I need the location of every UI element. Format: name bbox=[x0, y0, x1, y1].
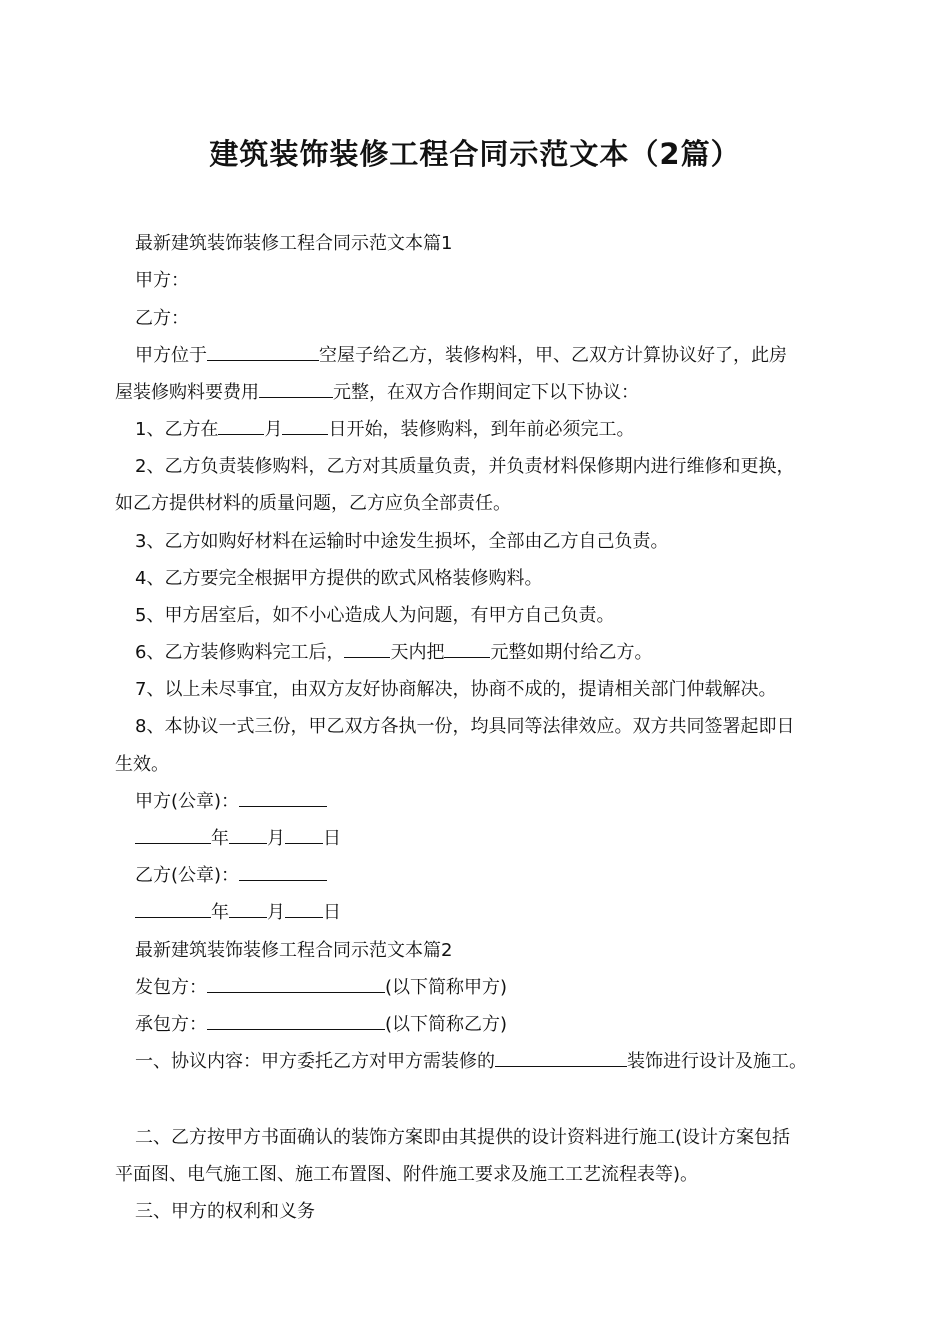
day-blank bbox=[282, 417, 328, 435]
year-label: 年 bbox=[211, 902, 229, 923]
day-blank bbox=[285, 826, 323, 844]
date-party-b bbox=[135, 898, 870, 924]
contractor-out-note: (以下简称甲方) bbox=[385, 977, 508, 998]
seal-b-blank bbox=[239, 863, 327, 881]
year-blank bbox=[135, 900, 211, 918]
item-4: 4、乙方要完全根据甲方提供的欧式风格装修购料。 bbox=[135, 568, 543, 589]
intro-line-1 bbox=[135, 341, 870, 367]
clause-2-line-1: 二、乙方按甲方书面确认的装饰方案即由其提供的设计资料进行施工(设计方案包括 bbox=[135, 1127, 791, 1148]
item-1-text-b: 月 bbox=[264, 419, 283, 440]
item-3: 3、乙方如购好材料在运输时中途发生损坏，全部由乙方自己负责。 bbox=[135, 531, 669, 552]
month-blank bbox=[229, 826, 267, 844]
clause-1-text-a: 一、协议内容：甲方委托乙方对甲方需装修的 bbox=[135, 1051, 495, 1072]
contractor-out-label: 发包方： bbox=[135, 977, 207, 998]
item-8-line-2: 生效。 bbox=[115, 754, 169, 775]
intro-text-3: 屋装修购料要费用 bbox=[115, 382, 259, 403]
month-blank bbox=[218, 417, 264, 435]
item-6-text-a: 6、乙方装修购料完工后， bbox=[135, 642, 345, 663]
days-blank bbox=[344, 640, 390, 658]
item-1 bbox=[135, 415, 870, 441]
clause-2-line-2: 平面图、电气施工图、施工布置图、附件施工要求及施工工艺流程表等)。 bbox=[115, 1164, 699, 1185]
contractor-out bbox=[135, 973, 870, 999]
contractor-in bbox=[135, 1010, 870, 1036]
month-label: 月 bbox=[267, 828, 285, 849]
item-2-line-1: 2、乙方负责装修购料，乙方对其质量负责，并负责材料保修期内进行维修和更换， bbox=[135, 456, 795, 477]
item-6-text-b: 天内把 bbox=[390, 642, 445, 663]
contractor-out-blank bbox=[207, 975, 385, 993]
intro-line-2 bbox=[115, 378, 850, 404]
intro-text-2: 空屋子给乙方，装修构料，甲、乙双方计算协议好了，此房 bbox=[319, 345, 787, 366]
month-blank bbox=[229, 900, 267, 918]
item-6 bbox=[135, 638, 870, 664]
item-1-text-c: 日开始，装修购料，到年前必须完工。 bbox=[328, 419, 635, 440]
document-title: 建筑装饰装修工程合同示范文本（2篇） bbox=[209, 137, 741, 171]
item-7: 7、以上未尽事宜，由双方友好协商解决，协商不成的，提请相关部门仲载解决。 bbox=[135, 679, 777, 700]
date-party-a bbox=[135, 824, 870, 850]
sign-party-a bbox=[135, 787, 870, 813]
contractor-in-note: (以下简称乙方) bbox=[385, 1014, 508, 1035]
intro-text-1: 甲方位于 bbox=[135, 345, 207, 366]
payment-blank bbox=[444, 640, 490, 658]
item-6-text-c: 元整如期付给乙方。 bbox=[490, 642, 653, 663]
contractor-in-label: 承包方： bbox=[135, 1014, 207, 1035]
project-blank bbox=[495, 1049, 627, 1067]
location-blank bbox=[207, 343, 319, 361]
clause-3: 三、甲方的权利和义务 bbox=[135, 1201, 315, 1222]
section1-heading: 最新建筑装饰装修工程合同示范文本篇1 bbox=[135, 233, 453, 254]
year-label: 年 bbox=[211, 828, 229, 849]
sign-party-b-label: 乙方(公章)： bbox=[135, 865, 240, 886]
clause-1 bbox=[135, 1047, 870, 1073]
sign-party-a-label: 甲方(公章)： bbox=[135, 791, 240, 812]
day-blank bbox=[285, 900, 323, 918]
cost-blank bbox=[259, 380, 333, 398]
contractor-in-blank bbox=[207, 1012, 385, 1030]
month-label: 月 bbox=[267, 902, 285, 923]
item-5: 5、甲方居室后，如不小心造成人为问题，有甲方自己负责。 bbox=[135, 605, 615, 626]
item-1-text-a: 1、乙方在 bbox=[135, 419, 219, 440]
year-blank bbox=[135, 826, 211, 844]
seal-a-blank bbox=[239, 789, 327, 807]
item-8-line-1: 8、本协议一式三份，甲乙双方各执一份，均具同等法律效应。双方共同签署起即日 bbox=[135, 716, 795, 737]
section2-heading: 最新建筑装饰装修工程合同示范文本篇2 bbox=[135, 940, 453, 961]
party-a-label: 甲方： bbox=[135, 270, 189, 291]
day-label: 日 bbox=[323, 902, 341, 923]
party-b-label: 乙方： bbox=[135, 308, 189, 329]
day-label: 日 bbox=[323, 828, 341, 849]
clause-1-text-b: 装饰进行设计及施工。 bbox=[627, 1051, 807, 1072]
intro-text-4: 元整，在双方合作期间定下以下协议： bbox=[333, 382, 639, 403]
sign-party-b bbox=[135, 861, 870, 887]
item-2-line-2: 如乙方提供材料的质量问题，乙方应负全部责任。 bbox=[115, 493, 511, 514]
